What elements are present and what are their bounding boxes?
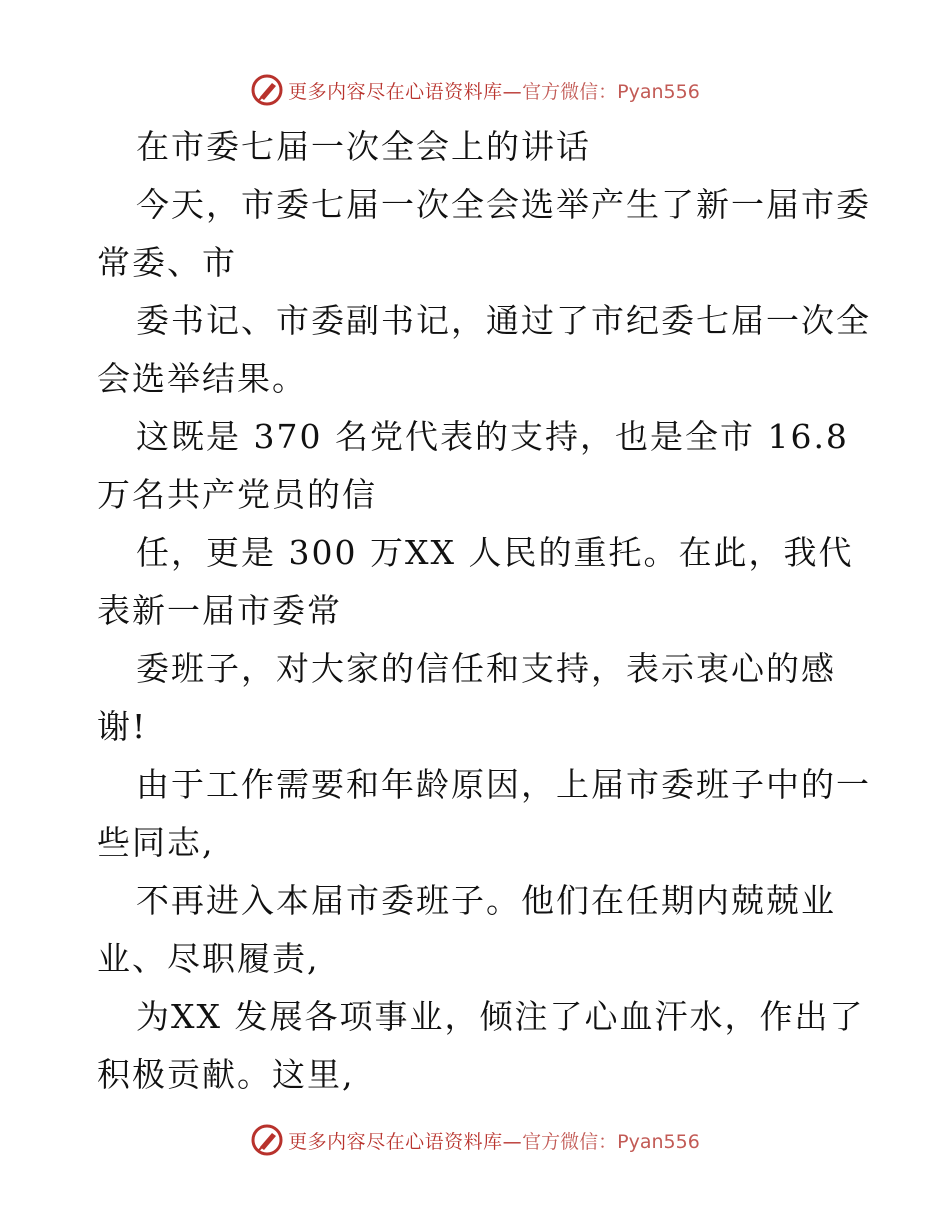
header-banner-text: 更多内容尽在心语资料库— <box>288 80 523 103</box>
paragraph-line: 积极贡献。这里, <box>97 1055 355 1094</box>
footer-banner <box>0 1120 950 1160</box>
pen-logo-icon <box>250 73 284 107</box>
paragraph-line: 由于工作需要和年龄原因，上届市委班子中的一 <box>136 765 871 804</box>
paragraph-line: 今天，市委七届一次全会选举产生了新一届市委 <box>136 185 871 224</box>
paragraph-line: 会选举结果。 <box>97 359 307 398</box>
paragraph-line: 谢! <box>97 707 148 746</box>
paragraph-line: 表新一届市委常 <box>97 591 342 630</box>
document-title: 在市委七届一次全会上的讲话 <box>136 127 591 166</box>
paragraph-line: 这既是 370 名党代表的支持，也是全市 16.8 <box>136 417 849 456</box>
paragraph-line: 业、尽职履责, <box>97 939 320 978</box>
paragraph-line: 任，更是 300 万XX 人民的重托。在此，我代 <box>136 533 854 572</box>
paragraph-line: 为XX 发展各项事业，倾注了心血汗水，作出了 <box>136 997 865 1036</box>
paragraph-line: 委班子，对大家的信任和支持，表示衷心的感 <box>136 649 836 688</box>
footer-wechat-text: 官方微信：Pyan556 <box>522 1130 700 1153</box>
footer-banner-text: 更多内容尽在心语资料库— <box>288 1130 523 1153</box>
pen-logo-icon <box>250 1123 284 1157</box>
paragraph-line: 委书记、市委副书记，通过了市纪委七届一次全 <box>136 301 871 340</box>
header-banner <box>0 70 950 110</box>
paragraph-line: 万名共产党员的信 <box>97 475 377 514</box>
paragraph-line: 些同志, <box>97 823 215 862</box>
paragraph-line: 常委、市 <box>97 243 237 282</box>
paragraph-line: 不再进入本届市委班子。他们在任期内兢兢业 <box>136 881 836 920</box>
header-wechat-text: 官方微信：Pyan556 <box>522 80 700 103</box>
